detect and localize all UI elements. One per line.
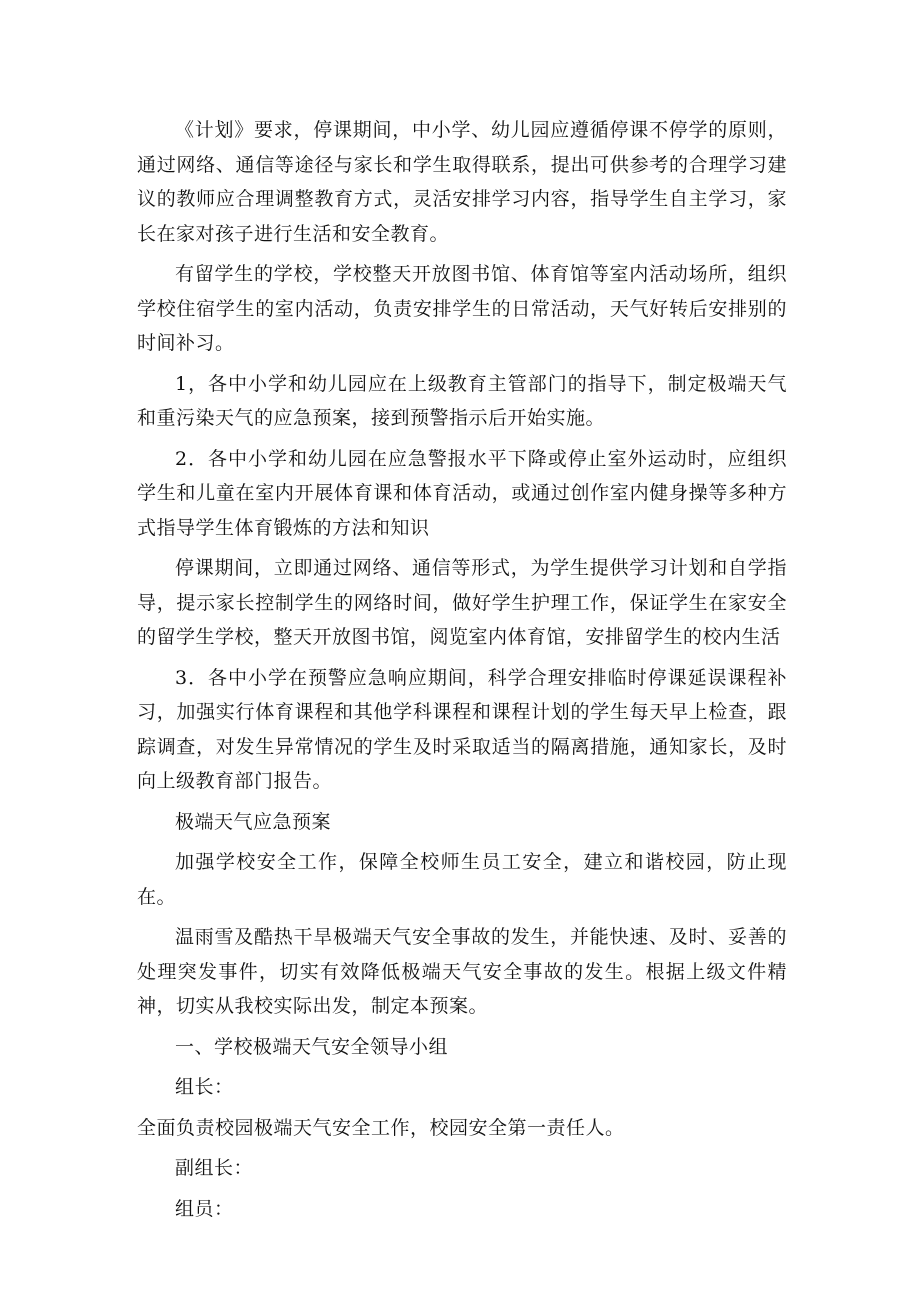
paragraph-item-2: 2．各中小学和幼儿园在应急警报水平下降或停止室外运动时，应组织学生和儿童在室内开展体育课和体育活动，或通过创作室内健身操等多种方式指导学生体育锻炼的方法和知识 bbox=[137, 447, 787, 539]
paragraph-plan-requirements: 《计划》要求，停课期间，中小学、幼儿园应遵循停课不停学的原则，通过网络、通信等途径与家长和学生取得联系，提出可供参考的合理学习建议的教师应合理调整教育方式，灵活安排学习内容，指导学生自主学习，家长在家对孩子进行生活和安全教育。 bbox=[137, 119, 787, 245]
paragraph-item-3: 3．各中小学在预警应急响应期间，科学合理安排临时停课延误课程补习，加强实行体育课程和其他学科课程和课程计划的学生每天早上检查，跟踪调查，对发生异常情况的学生及时采取适当的隔离措施，通知家长，及时向上级教育部门报告。 bbox=[137, 666, 787, 792]
label-deputy-leader: 副组长： bbox=[175, 1157, 254, 1179]
paragraph-extreme-weather: 温雨雪及酷热干旱极端天气安全事故的发生，并能快速、及时、妥善的处理突发事件，切实有效降低极端天气安全事故的发生。根据上级文件精神，切实从我校实际出发，制定本预案。 bbox=[137, 926, 787, 1017]
paragraph-suspension-period: 停课期间，立即通过网络、通信等形式，为学生提供学习计划和自学指导，提示家长控制学生的网络时间，做好学生护理工作，保证学生在家安全的留学生学校，整天开放图书馆，阅览室内体育馆，安排留学生的校内生活 bbox=[137, 557, 787, 648]
paragraph-leader-duty: 全面负责校园极端天气安全工作，校园安全第一责任人。 bbox=[137, 1116, 625, 1139]
paragraph-item-1: 1，各中小学和幼儿园应在上级教育主管部门的指导下，制定极端天气和重污染天气的应急预案，接到预警指示后开始实施。 bbox=[137, 372, 787, 429]
paragraph-safety-work: 加强学校安全工作，保障全校师生员工安全，建立和谐校园，防止现在。 bbox=[137, 851, 787, 908]
document-body bbox=[137, 113, 787, 1232]
label-group-leader: 组长： bbox=[175, 1076, 234, 1098]
section-heading-emergency-plan: 极端天气应急预案 bbox=[175, 810, 332, 833]
paragraph-boarding-schools: 有留学生的学校，学校整天开放图书馆、体育馆等室内活动场所，组织学校住宿学生的室内活动，负责安排学生的日常活动，天气好转后安排别的时间补习。 bbox=[137, 263, 787, 354]
section-heading-leadership-group: 一、学校极端天气安全领导小组 bbox=[175, 1035, 449, 1058]
label-members: 组员： bbox=[175, 1197, 234, 1220]
